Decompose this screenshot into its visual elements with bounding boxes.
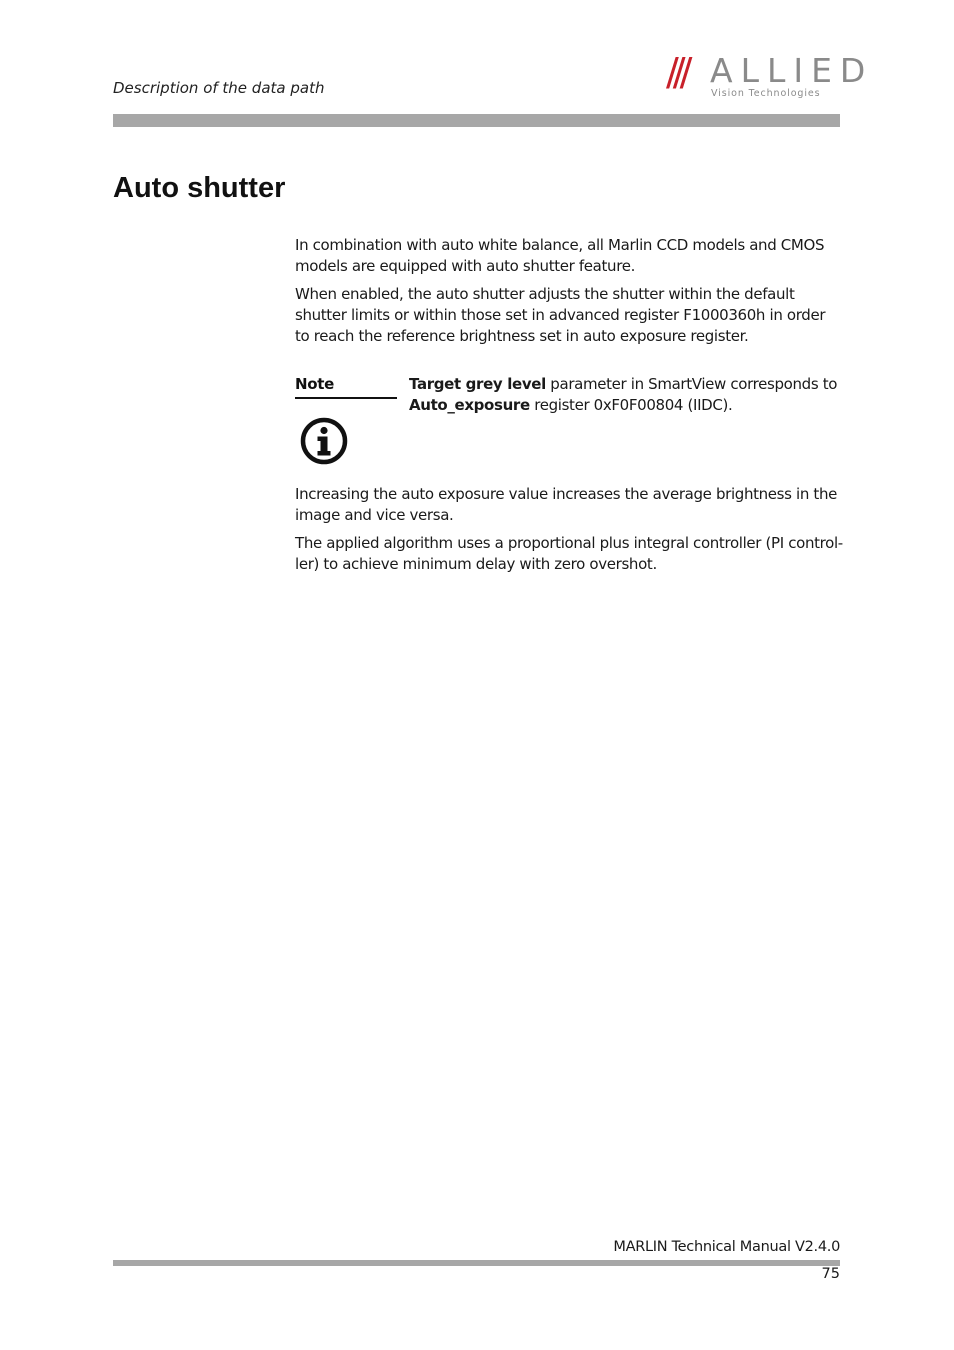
footer-manual-title: MARLIN Technical Manual V2.4.0 [613, 1239, 840, 1255]
logo-name: ALLIED [710, 51, 874, 90]
note-rule [295, 397, 397, 399]
page-title: Auto shutter [113, 172, 286, 204]
note-text: Target grey level parameter in SmartView corresponds to Auto_exposure register 0xF0F00804 (IIDC). [409, 375, 838, 414]
logo-tagline: Vision Technologies [711, 88, 821, 99]
header-rule [113, 114, 840, 127]
allied-logo [666, 50, 874, 102]
paragraph-3: Increasing the auto exposure value increases the average brightness in the image and vice versa. [295, 485, 837, 524]
paragraph-4: The applied algorithm uses a proportional plus integral controller (PI control-ler) to achieve minimum delay with zero overshot. [295, 534, 843, 573]
running-header: Description of the data path [113, 79, 325, 97]
note-term-auto-exposure: Auto_exposure [409, 396, 530, 414]
info-icon [300, 417, 348, 465]
footer-rule [113, 1260, 840, 1266]
note-label: Note [295, 375, 335, 393]
paragraph-1: In combination with auto white balance, all Marlin CCD models and CMOS models are equipped with auto shutter feature. [295, 236, 825, 275]
logo-slashes: /// [666, 50, 687, 94]
page-number: 75 [821, 1266, 840, 1282]
note-term-target-grey-level: Target grey level [409, 375, 546, 393]
paragraph-2: When enabled, the auto shutter adjusts the shutter within the default shutter limits or within those set in advanced register F1000360h in order to reach the reference brightness set in auto exposure register. [295, 285, 826, 345]
